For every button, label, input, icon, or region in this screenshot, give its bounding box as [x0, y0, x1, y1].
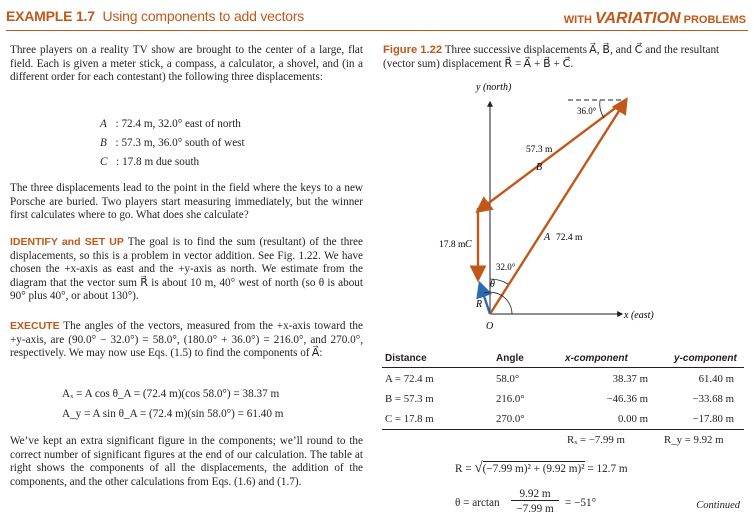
label-c: C⃗ [465, 239, 480, 250]
execute-paragraph: EXECUTE The angles of the vectors, measured from the +x-axis toward the +y-axis, are (90.0° − 32.0°) = 58.0°, (180.0° + 36.0°) = 216.0°, and 270.0°, respectively. We may now use Eqs. (1.5) to find the components of A⃗: [10, 320, 363, 359]
label-a: A⃗ [544, 232, 558, 243]
example-topic: Using components to add vectors [102, 8, 305, 24]
table-header-x: x-component [565, 353, 628, 364]
example-title [6, 8, 304, 24]
table-row-a-x: 38.37 m [612, 373, 648, 385]
label-a-length: 72.4 m [556, 233, 583, 243]
origin-label: O [486, 321, 494, 332]
table-row-b-y: −33.68 m [692, 393, 734, 405]
table-header-rule [382, 367, 744, 368]
label-r: R⃗ [476, 299, 490, 310]
variation-problems-link[interactable]: WITH VARIATION PROBLEMS [563, 10, 746, 27]
table-row-b-angle: 216.0° [496, 393, 525, 405]
table-sum-y: R_y = 9.92 m [664, 434, 724, 446]
displacement-c: C⃗: 17.8 m due south [100, 156, 200, 168]
equation-ax: Aₓ = A cos θ_A = (72.4 m)(cos 58.0°) = 38.37 m [62, 388, 280, 400]
problem-paragraph: The three displacements lead to the point in the field where the keys to a new Porsche are buried. Two players start measuring immediately, but the winner first calculates where to go. What does she calculate? [10, 182, 363, 221]
intro-paragraph: Three players on a reality TV show are brought to the center of a large, flat field. Each is given a meter stick, a compass, a calculator, a shovel, and (in a different order for each contestant) the following three displacements: [10, 44, 363, 83]
figure-caption: Figure 1.22 Three successive displacements A⃗, B⃗, and C⃗ and the resultant (vector sum) displacement R⃗ = A⃗ + B⃗ + C⃗. [383, 44, 720, 70]
table-header-y: y-component [674, 353, 737, 364]
final-paragraph: We’ve kept an extra significant figure in the components; we’ll round to the correct number of significant figures at the end of our calculation. The table at right shows the components of all the displacements, the addition of the components, and the other calculations from Eqs. (1.6) and (1.7). [10, 435, 363, 488]
table-sum-rule [382, 429, 744, 430]
displacement-a: A⃗: 72.4 m, 32.0° east of north [100, 118, 241, 130]
equation-ay: A_y = A sin θ_A = (72.4 m)(sin 58.0°) = 61.40 m [62, 408, 284, 420]
table-row-a-y: 61.40 m [698, 373, 734, 385]
table-row-b-x: −46.36 m [606, 393, 648, 405]
table-row-a-distance: A = 72.4 m [385, 373, 434, 385]
table-header-distance: Distance [385, 353, 427, 364]
continued-label: Continued [696, 500, 740, 511]
vector-b [478, 100, 626, 211]
identify-paragraph: IDENTIFY and SET UP The goal is to find the sum (resultant) of the three displacements, so this is a problem in vector addition. See Fig. 1.22. We have chosen the +x-axis as east and the +y-axis as north. We estimate from the diagram that the vector sum R⃗ is about 10 m, 40° west of north (so θ is about 90° plus 40°, or about 130°). [10, 236, 363, 302]
example-label: EXAMPLE 1.7 [6, 8, 95, 24]
magnitude-equation: R = √(−7.99 m)² + (9.92 m)² = 12.7 m [455, 460, 628, 476]
x-axis-label: x (east) [624, 310, 654, 321]
label-b-length: 57.3 m [526, 145, 553, 155]
example-header [0, 0, 754, 32]
label-b: B⃗ [536, 162, 550, 173]
execute-heading: EXECUTE [10, 320, 60, 332]
table-row-c-distance: C = 17.8 m [385, 413, 434, 425]
vector-a [490, 100, 626, 314]
angle-32-label: 32.0° [496, 262, 516, 272]
table-row-c-angle: 270.0° [496, 413, 525, 425]
table-row-a-angle: 58.0° [496, 373, 520, 385]
y-axis-label: y (north) [476, 82, 512, 93]
angle-arc-b [600, 100, 604, 118]
displacement-b: B⃗: 57.3 m, 36.0° south of west [100, 137, 245, 149]
vector-diagram [380, 74, 754, 344]
identify-heading: IDENTIFY and SET UP [10, 236, 124, 248]
table-row-c-y: −17.80 m [692, 413, 734, 425]
label-theta: θ [490, 279, 495, 290]
label-c-length: 17.8 m [439, 240, 466, 250]
table-row-b-distance: B = 57.3 m [385, 393, 434, 405]
table-row-c-x: 0.00 m [618, 413, 648, 425]
header-rule [6, 30, 748, 31]
table-header-angle: Angle [496, 353, 524, 364]
angle-36-label: 36.0° [577, 106, 597, 116]
table-sum-x: Rₓ = −7.99 m [567, 434, 625, 446]
